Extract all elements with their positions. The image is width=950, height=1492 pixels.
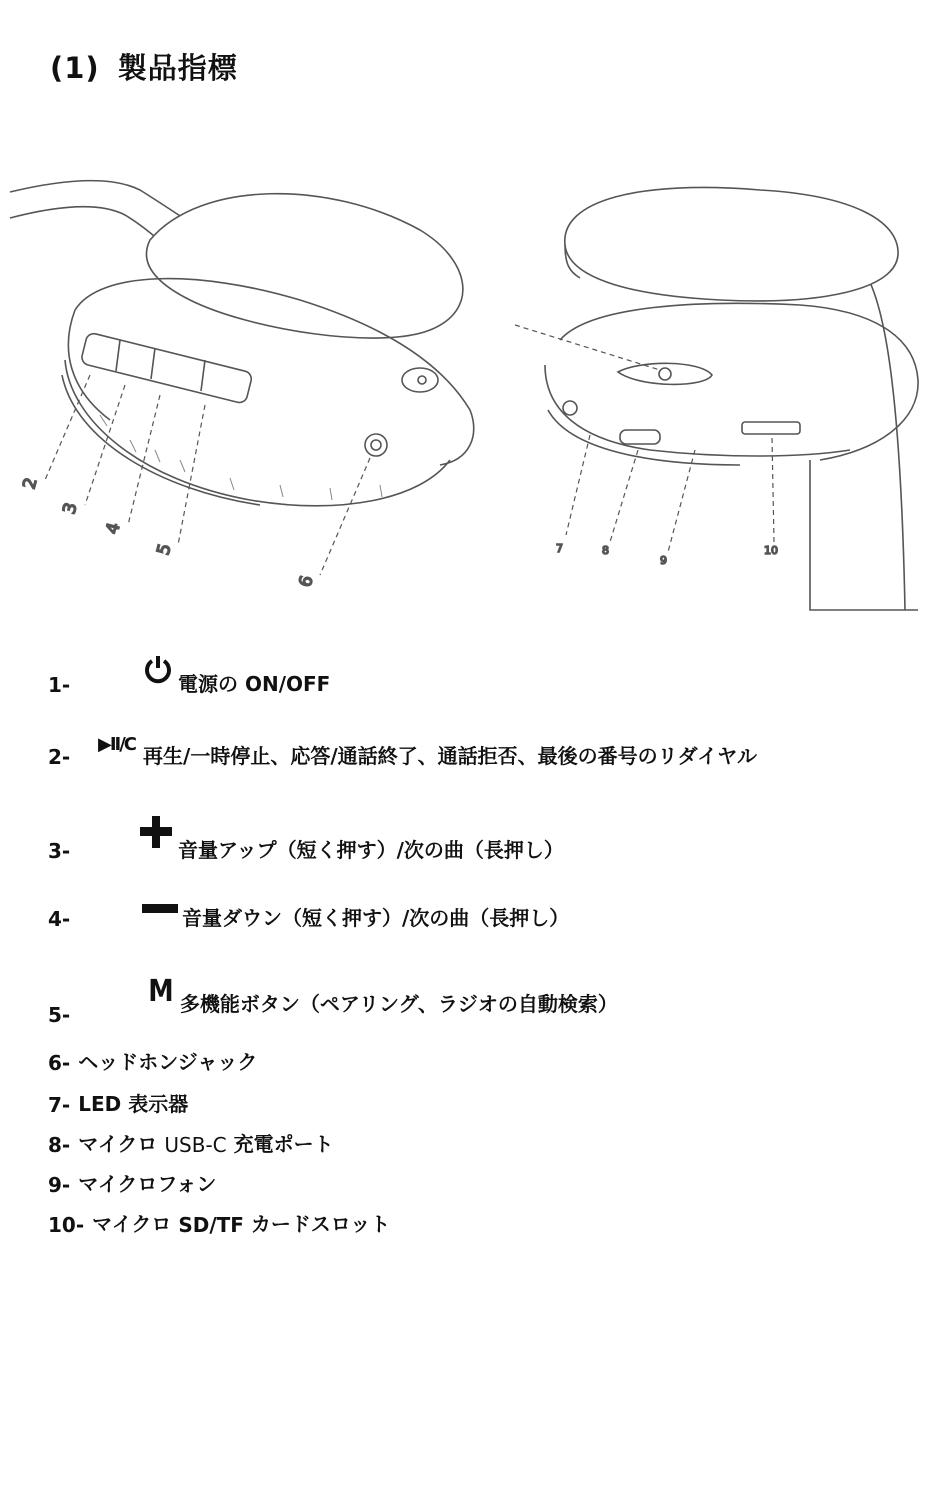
list-item [48, 974, 618, 1027]
item-text-suffix: 充電ポート [233, 1132, 334, 1156]
item-number: 4- [48, 907, 71, 931]
item-text: マイクロフォン [78, 1172, 217, 1196]
item-number: 5- [48, 1003, 71, 1027]
minus-icon [142, 895, 178, 919]
play-pause-call-icon: ▶II/C [98, 734, 136, 755]
item-text: 多機能ボタン（ペアリング、ラジオの自動検索） [179, 992, 618, 1016]
callout-6: 6 [295, 573, 318, 590]
power-icon [142, 654, 174, 691]
item-text: 電源の ON/OFF [178, 672, 331, 696]
section-number: (1) [50, 51, 100, 85]
list-item [48, 902, 569, 931]
item-text-sdtf: SD/TF [178, 1213, 244, 1237]
item-text: LED 表示器 [78, 1092, 189, 1116]
callout-5: 5 [153, 541, 176, 558]
callout-7: 7 [556, 542, 563, 555]
item-text: 音量ダウン（短く押す）/次の曲（長押し） [182, 906, 570, 930]
callout-9: 9 [660, 554, 667, 567]
item-text: 音量アップ（短く押す）/次の曲（長押し） [178, 838, 564, 862]
item-number: 7- [48, 1093, 71, 1117]
callout-8: 8 [602, 544, 609, 557]
section-title: 製品指標 [117, 51, 238, 85]
item-text: ヘッドホンジャック [78, 1050, 258, 1074]
plus-icon [138, 814, 174, 855]
list-item [48, 1088, 188, 1117]
list-item [48, 660, 330, 697]
list-item [48, 1128, 334, 1157]
item-number: 6- [48, 1051, 71, 1075]
callout-4: 4 [102, 520, 125, 537]
list-item [48, 1208, 390, 1237]
callout-3: 3 [59, 500, 82, 517]
item-number: 9- [48, 1173, 71, 1197]
headphone-diagram [0, 160, 950, 620]
m-icon: M [148, 974, 174, 1009]
list-item [48, 1046, 257, 1075]
item-text-prefix: マイクロ [78, 1132, 158, 1156]
item-number: 1- [48, 673, 71, 697]
item-number: 3- [48, 839, 71, 863]
list-item [48, 734, 758, 769]
item-text-suffix: カードスロット [250, 1212, 391, 1236]
callout-10: 10 [764, 544, 778, 557]
item-number: 8- [48, 1133, 71, 1157]
section-heading [50, 46, 238, 87]
left-earcup-illustration [10, 181, 474, 575]
list-item [48, 1168, 216, 1197]
item-number: 2- [48, 745, 71, 769]
list-item [48, 822, 564, 863]
item-text-usbc: USB-C [164, 1133, 227, 1157]
item-text: 再生/一時停止、応答/通話終了、通話拒否、最後の番号のリダイヤル [143, 744, 758, 768]
callout-2: 2 [19, 475, 42, 492]
item-text-prefix: マイクロ [92, 1212, 172, 1236]
right-earcup-illustration [515, 187, 918, 610]
item-number: 10- [48, 1213, 85, 1237]
